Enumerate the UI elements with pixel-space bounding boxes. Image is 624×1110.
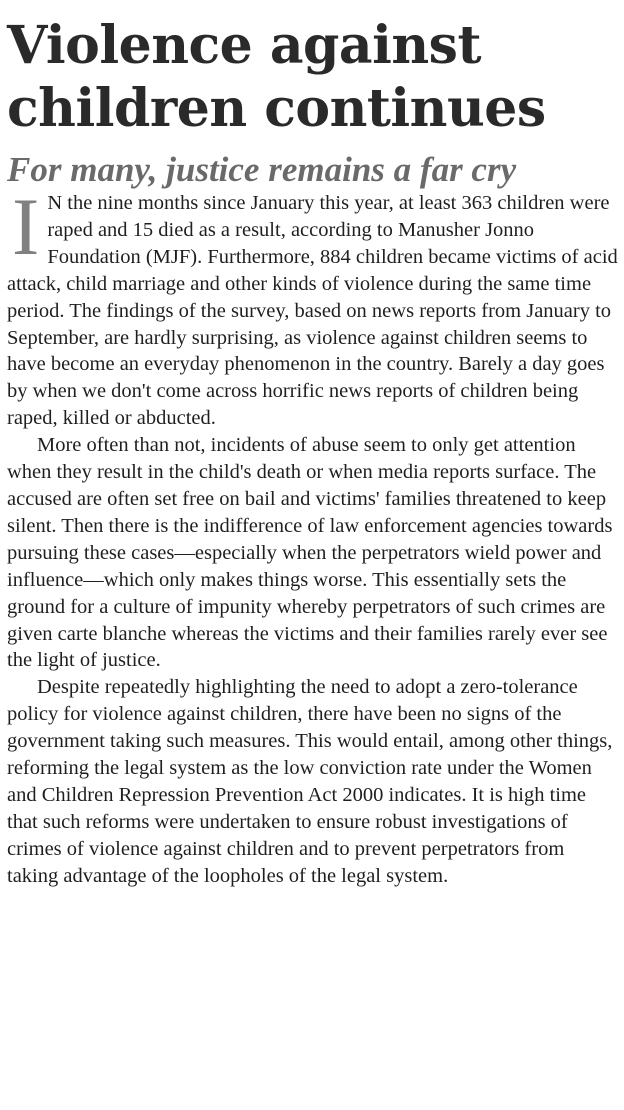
headline-line-2: children continues [7,78,546,139]
article-body [7,181,619,890]
headline-line-1: Violence against [7,15,481,76]
headline [7,14,619,140]
paragraph-1 [7,181,619,432]
subheadline: For many, justice remains a far cry [7,150,517,189]
paragraph-1-text: N the nine months since January this year, at least 363 children were raped and 15 died as a result, according to Manusher Jonno Foundation (MJF). Furthermore, 884 children became victims of acid attack, child marriage and other kinds of violence during the same time period. The findings of the survey, based on news reports from January to September, are hardly surprising, as violence against children seems to have become an everyday phenomenon in the country. Barely a day goes by when we don't come across horrific news reports of children being raped, killed or abducted. [7,192,618,430]
article [7,14,619,890]
paragraph-2: More often than not, incidents of abuse seem to only get attention when they result in the child's death or when media reports surface. The accused are often set free on bail and victims' families threatened to keep silent. Then there is the indifference of law enforcement agencies towards pursuing these cases—especially when the perpetrators wield power and influence—which only makes things worse. This essentially sets the ground for a culture of impunity whereby perpetrators of such crimes are given carte blanche whereas the victims and their families rarely ever see the light of justice. [7,434,613,672]
drop-cap: I [12,181,40,272]
paragraph-3: Despite repeatedly highlighting the need to adopt a zero-tolerance policy for violence against children, there have been no signs of the government taking such measures. This would entail, among other things, reforming the legal system as the low conviction rate under the Women and Children Repression Prevention Act 2000 indicates. It is high time that such reforms were undertaken to ensure robust investigations of crimes of violence against children and to prevent perpetrators from taking advantage of the loopholes of the legal system. [7,676,613,887]
